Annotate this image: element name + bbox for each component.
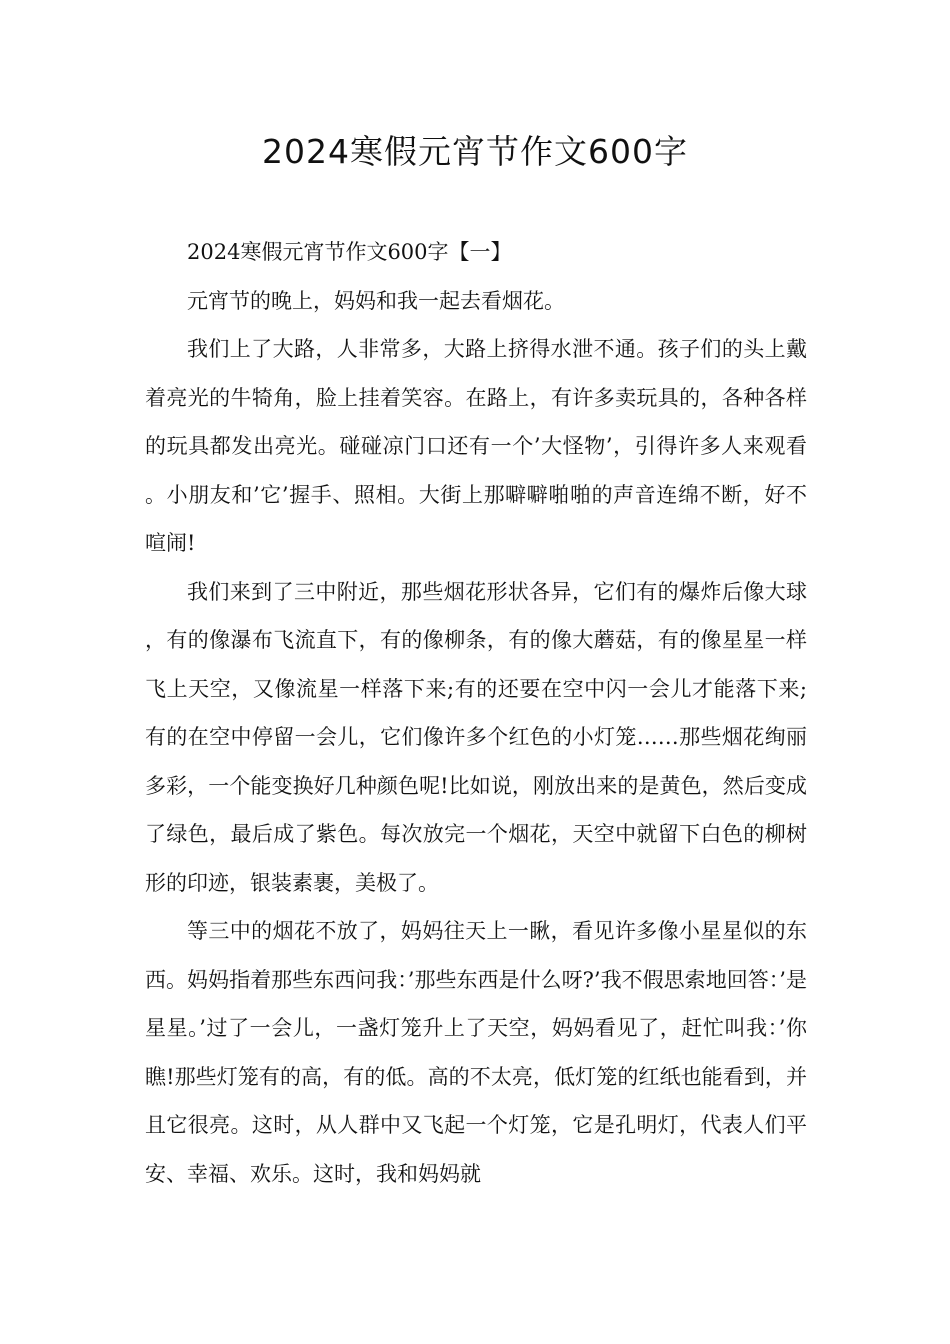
document-title: 2024寒假元宵节作文600字 [262,132,688,171]
paragraph: 等三中的烟花不放了，妈妈往天上一瞅，看见许多像小星星似的东西。妈妈指着那些东西问我：’那些东西是什么呀?’我不假思索地回答：’是星星。’过了一会儿，一盏灯笼升上了天空，妈妈看见了，赶忙叫我：’你瞧!那些灯笼有的高，有的低。高的不太亮，低灯笼的红纸也能看到，并且它很亮。这时，从人群中又飞起一个灯笼，它是孔明灯，代表人们平安、幸福、欢乐。这时，我和妈妈就 [145,919,807,1186]
section-heading: 2024寒假元宵节作文600字【一】 [187,240,512,264]
document-body [145,228,807,1198]
paragraph: 我们上了大路，人非常多，大路上挤得水泄不通。孩子们的头上戴着亮光的牛犄角，脸上挂着笑容。在路上，有许多卖玩具的，各种各样的玩具都发出亮光。碰碰凉门口还有一个’大怪物’，引得许多人来观看。小朋友和’它’握手、照相。大街上那噼噼啪啪的声音连绵不断，好不喧闹! [145,337,807,555]
paragraph: 元宵节的晚上，妈妈和我一起去看烟花。 [187,288,565,313]
paragraph: 我们来到了三中附近，那些烟花形状各异，它们有的爆炸后像大球，有的像瀑布飞流直下，有的像柳条，有的像大蘑菇，有的像星星一样飞上天空，又像流星一样落下来;有的还要在空中闪一会儿才能落下来;有的在空中停留一会儿，它们像许多个红色的小灯笼……那些烟花绚丽多彩，一个能变换好几种颜色呢!比如说，刚放出来的是黄色，然后变成了绿色，最后成了紫色。每次放完一个烟花，天空中就留下白色的柳树形的印迹，银装素裹，美极了。 [145,579,807,895]
